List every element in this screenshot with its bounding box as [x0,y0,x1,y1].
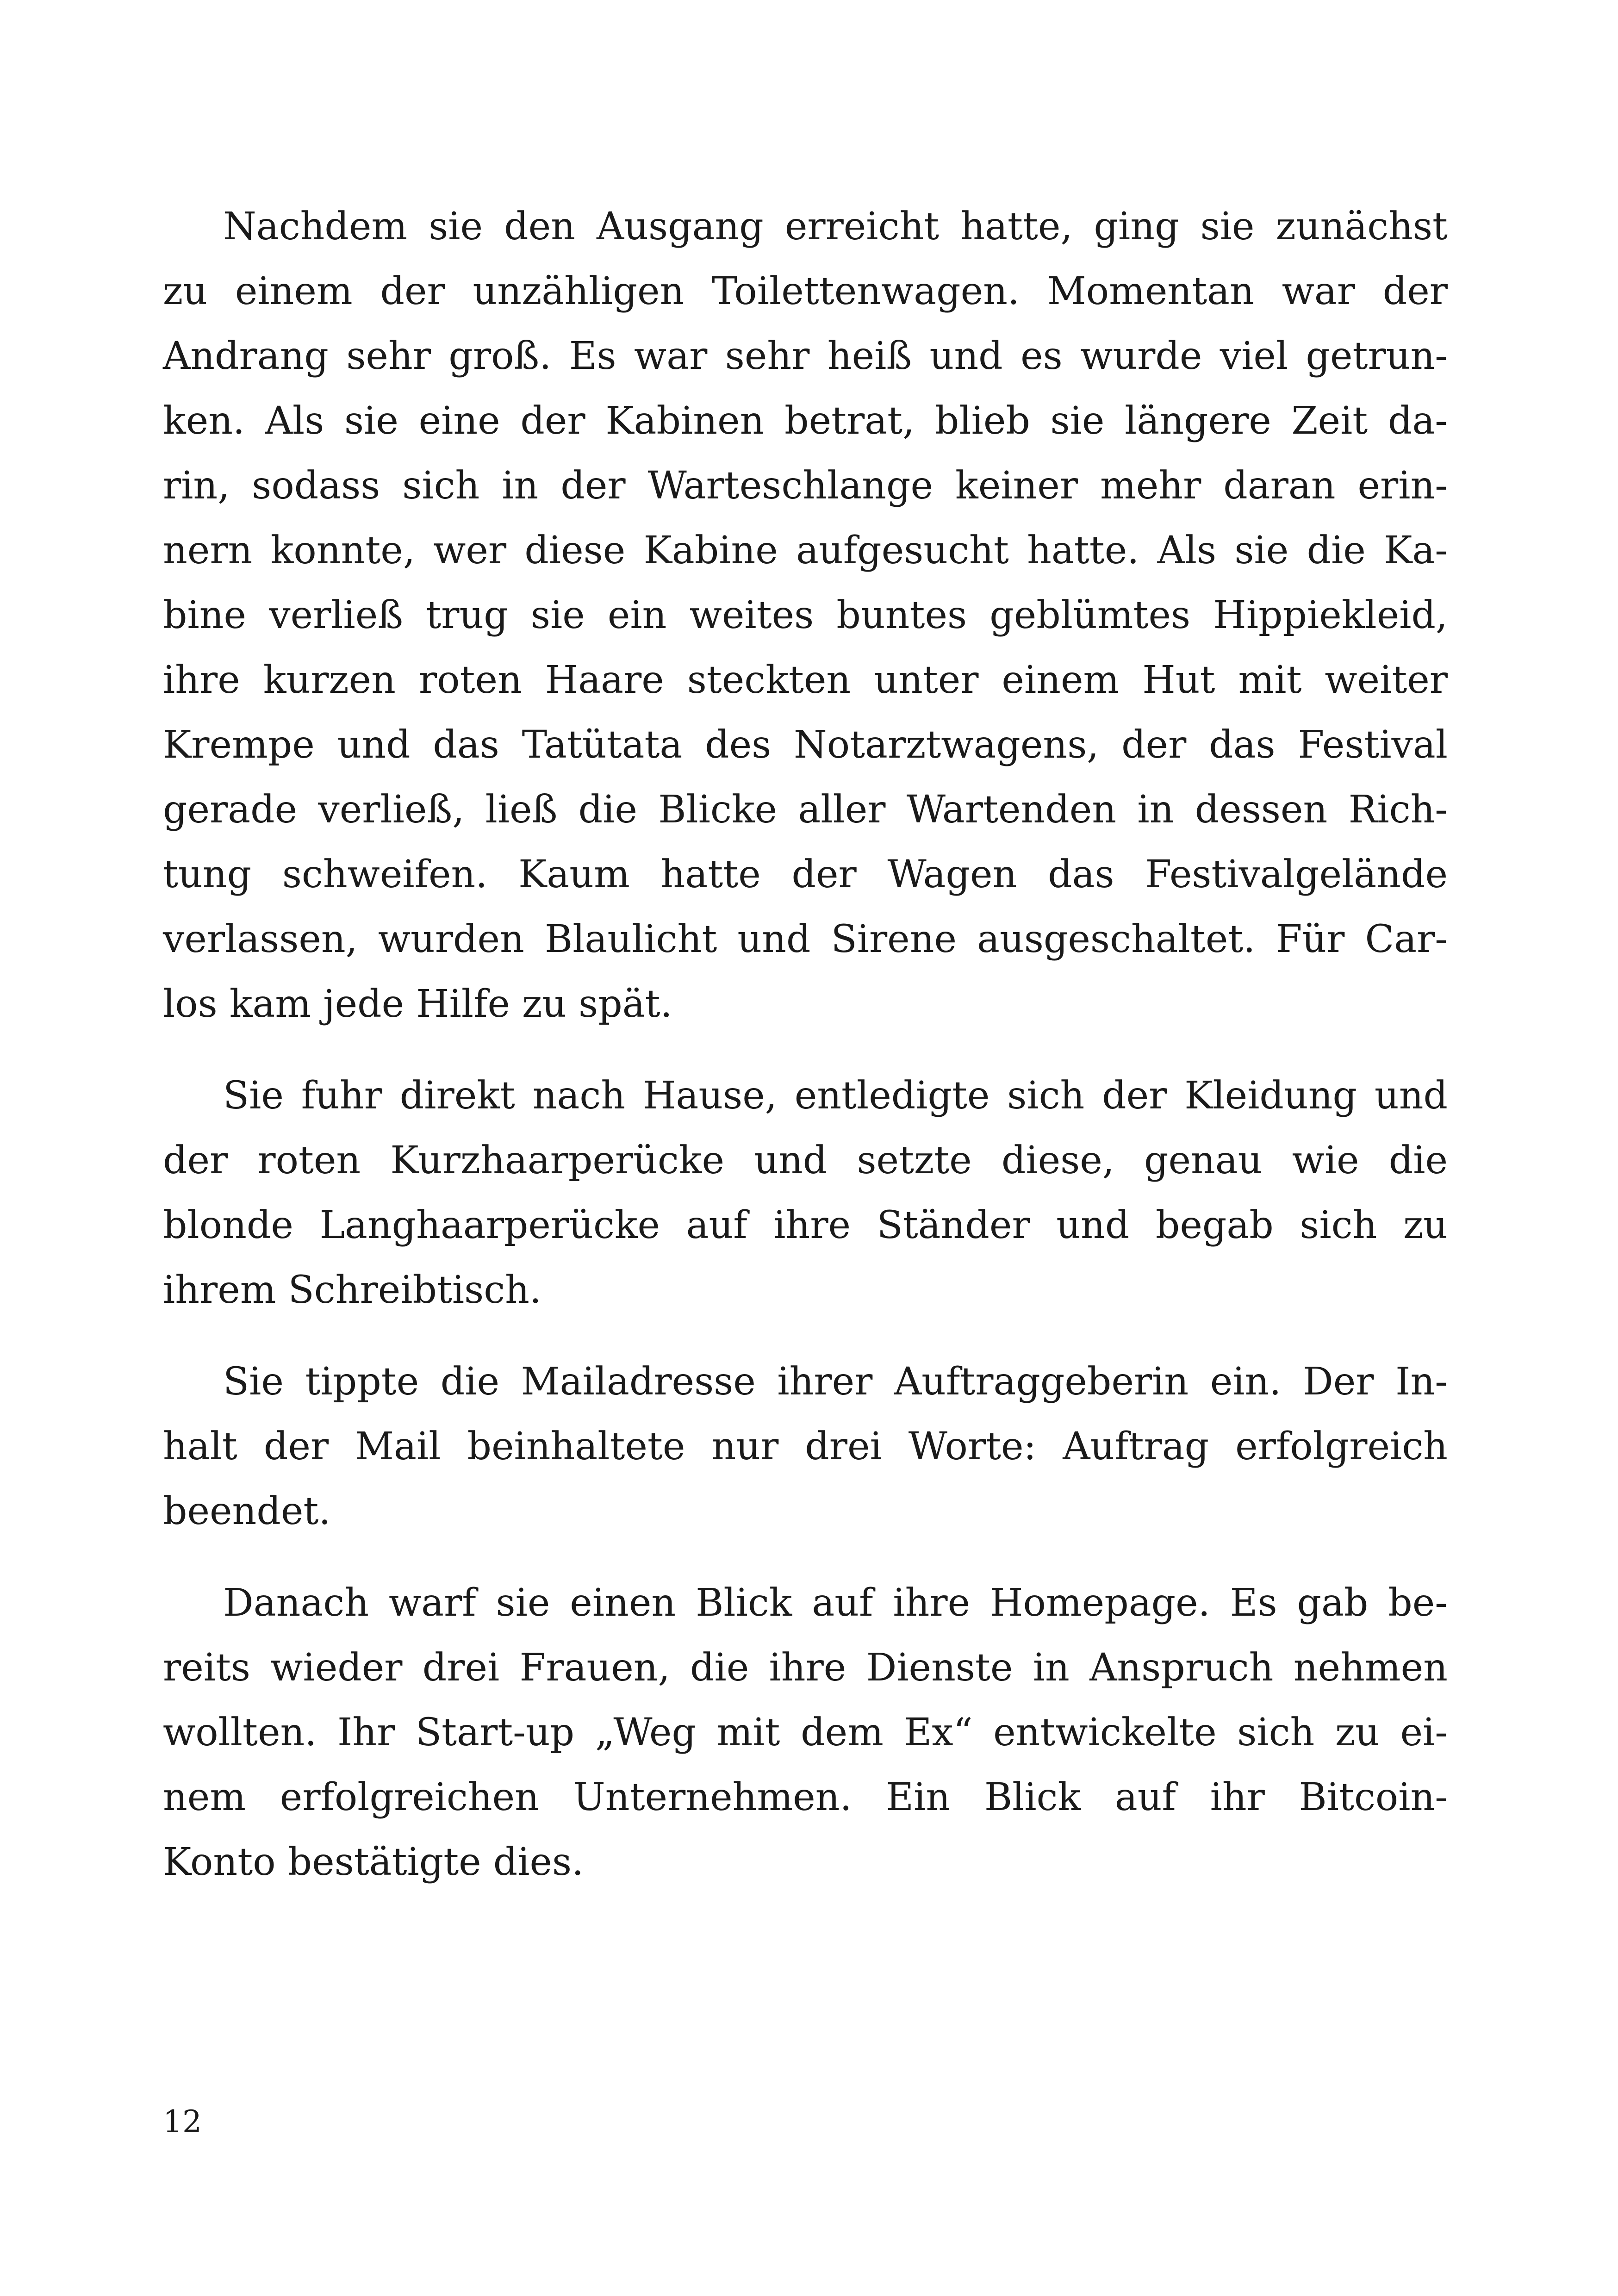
text-line: halt der Mail beinhaltete nur drei Worte: Auftrag erfolgreich [163,1425,1448,1468]
body-text [163,194,1448,1895]
text-line: beendet. [163,1489,331,1533]
text-line: gerade verließ, ließ die Blicke aller Wartenden in dessen Rich- [163,788,1448,832]
text-line: bine verließ trug sie ein weites buntes geblümtes Hippiekleid, [163,593,1448,637]
text-line: Krempe und das Tatütata des Notarztwagens, der das Festival [163,723,1448,767]
text-line: nern konnte, wer diese Kabine aufgesucht hatte. Als sie die Ka- [163,529,1448,572]
paragraph-spacer [163,1323,1448,1350]
text-line: ihre kurzen roten Haare steckten unter einem Hut mit weiter [163,658,1448,702]
text-line: reits wieder drei Frauen, die ihre Dienste in Anspruch nehmen [163,1646,1448,1690]
text-line: nem erfolgreichen Unternehmen. Ein Blick auf ihr Bitcoin- [163,1775,1448,1819]
paragraph-3 [163,1350,1448,1544]
text-line: Danach warf sie einen Blick auf ihre Homepage. Es gab be- [223,1581,1448,1625]
text-line: Sie tippte die Mailadresse ihrer Auftraggeberin ein. Der In- [223,1360,1448,1404]
paragraph-spacer [163,1037,1448,1064]
text-line: wollten. Ihr Start-up „Weg mit dem Ex“ entwickelte sich zu ei- [163,1711,1448,1755]
text-line: Nachdem sie den Ausgang erreicht hatte, ging sie zunächst [223,205,1448,249]
text-line: Sie fuhr direkt nach Hause, entledigte sich der Kleidung und [223,1074,1448,1118]
text-line: tung schweifen. Kaum hatte der Wagen das Festivalgelände [163,852,1448,896]
text-line: der roten Kurzhaarperücke und setzte diese, genau wie die [163,1139,1448,1182]
text-line: los kam jede Hilfe zu spät. [163,982,672,1026]
text-line: verlassen, wurden Blaulicht und Sirene ausgeschaltet. Für Car- [163,917,1448,961]
paragraph-1 [163,194,1448,1037]
paragraph-4 [163,1571,1448,1895]
paragraph-spacer [163,1544,1448,1571]
text-line: ihrem Schreibtisch. [163,1268,541,1312]
text-line: ken. Als sie eine der Kabinen betrat, blieb sie längere Zeit da- [163,399,1448,443]
text-line: Konto bestätigte dies. [163,1840,584,1884]
page-number: 12 [163,2104,202,2140]
text-line: zu einem der unzähligen Toilettenwagen. Momentan war der [163,269,1448,313]
text-line: blonde Langhaarperücke auf ihre Ständer und begab sich zu [163,1203,1448,1247]
paragraph-2 [163,1064,1448,1323]
text-line: Andrang sehr groß. Es war sehr heiß und es wurde viel getrun- [163,334,1448,378]
text-line: rin, sodass sich in der Warteschlange keiner mehr daran erin- [163,464,1448,508]
